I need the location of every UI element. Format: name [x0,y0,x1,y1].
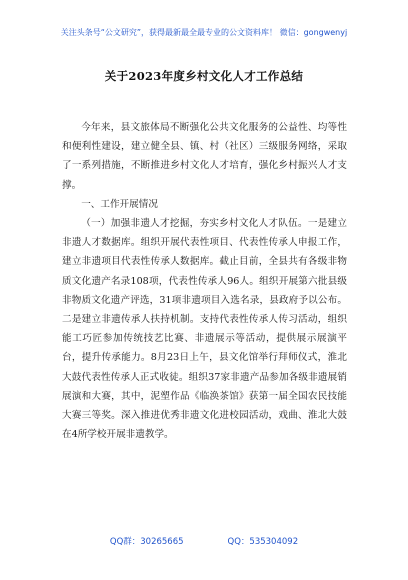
footer-qq-number: QQ：535304092 [227,537,299,547]
document-body [62,118,347,444]
footer-qq-group: QQ群：30265665 [109,537,184,547]
header-promo-note: 关注头条号“公文研究”，获得最新最全最专业的公文资料库！ 微信：gongwenyj [60,28,348,37]
footer-contact [0,535,408,547]
section-heading: 一、工作开展情况 [81,198,158,210]
document-title: 关于2023年度乡村文化人才工作总结 [104,69,304,83]
paragraph-section-1: （一）加强非遗人才挖掘，夯实乡村文化人才队伍。一是建立非遗人才数据库。组织开展代表性项目、代表性传承人申报工作，建立非遗项目代表性传承人数据库。截止目前，全县共有各级非物质文化遗产名录108项，代表性传承人96人。组织开展第六批县级非物质文化遗产评选，31项非遗项目入选名录，县政府予以公布。二是建立非遗传承人扶持机制。支持代表性传承人传习活动，组织能工巧匠参加传统技艺比赛、非遗展示等活动，提供展示展演平台，提升传承能力。8月23日上午，县文化馆举行拜师仪式，淮北大鼓代表性传承人正式收徒。组织37家非遗产品参加各级非遗展销展演和大赛，其中，泥塑作品《临涣茶馆》获第一届全国农民技能大赛三等奖。深入推进优秀非遗文化进校园活动，戏曲、淮北大鼓在4所学校开展非遗教学。 [62,218,347,441]
paragraph-intro: 今年来，县文旅体局不断强化公共文化服务的公益性、均等性和便利性建设，建立健全县、镇、村（社区）三级服务网络，采取了一系列措施，不断推进乡村文化人才培育，强化乡村振兴人才支撑。 [62,122,347,191]
